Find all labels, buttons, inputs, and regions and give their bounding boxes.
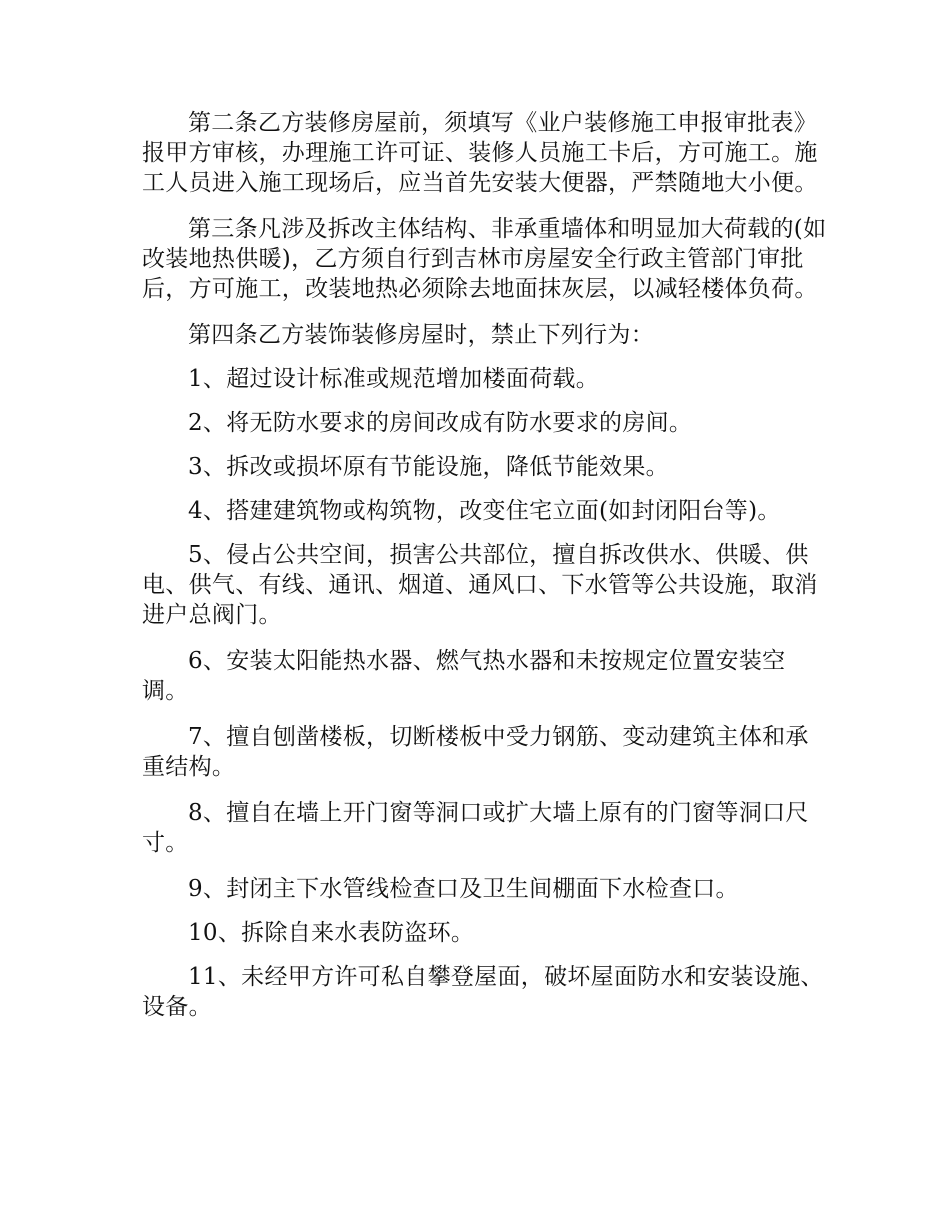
list-item-5: 5、侵占公共空间，损害公共部位，擅自拆改供水、供暖、供电、供气、有线、通讯、烟道、通风口、下水管等公共设施，取消进户总阀门。 [142, 542, 818, 628]
list-item-10: 10、拆除自来水表防盗环。 [188, 920, 475, 946]
list-item-6: 6、安装太阳能热水器、燃气热水器和未按规定位置安装空调。 [142, 648, 786, 704]
list-item-1: 1、超过设计标准或规范增加楼面荷载。 [188, 366, 600, 392]
list-item-11: 11、未经甲方许可私自攀登屋面，破坏屋面防水和安装设施、设备。 [142, 964, 824, 1020]
list-item-8: 8、擅自在墙上开门窗等洞口或扩大墙上原有的门窗等洞口尺寸。 [142, 800, 809, 856]
list-item-4: 4、搭建建筑物或构筑物，改变住宅立面(如封闭阳台等)。 [188, 498, 781, 524]
list-item-3: 3、拆改或损坏原有节能设施，降低节能效果。 [188, 454, 669, 480]
list-item-7: 7、擅自刨凿楼板，切断楼板中受力钢筋、变动建筑主体和承重结构。 [142, 724, 809, 780]
article-4-paragraph: 第四条乙方装饰装修房屋时，禁止下列行为： [188, 322, 654, 348]
document-page [142, 108, 832, 1038]
article-2-paragraph: 第二条乙方装修房屋前，须填写《业户装修施工申报审批表》报甲方审核，办理施工许可证、装修人员施工卡后，方可施工。施工人员进入施工现场后，应当首先安装大便器，严禁随地大小便。 [142, 110, 818, 196]
article-3-paragraph: 第三条凡涉及拆改主体结构、非承重墙体和明显加大荷载的(如改装地热供暖)，乙方须自行到吉林市房屋安全行政主管部门审批后，方可施工，改装地热必须除去地面抹灰层，以减轻楼体负荷。 [142, 216, 827, 302]
list-item-9: 9、封闭主下水管线检查口及卫生间棚面下水检查口。 [188, 876, 739, 902]
list-item-2: 2、将无防水要求的房间改成有防水要求的房间。 [188, 410, 693, 436]
